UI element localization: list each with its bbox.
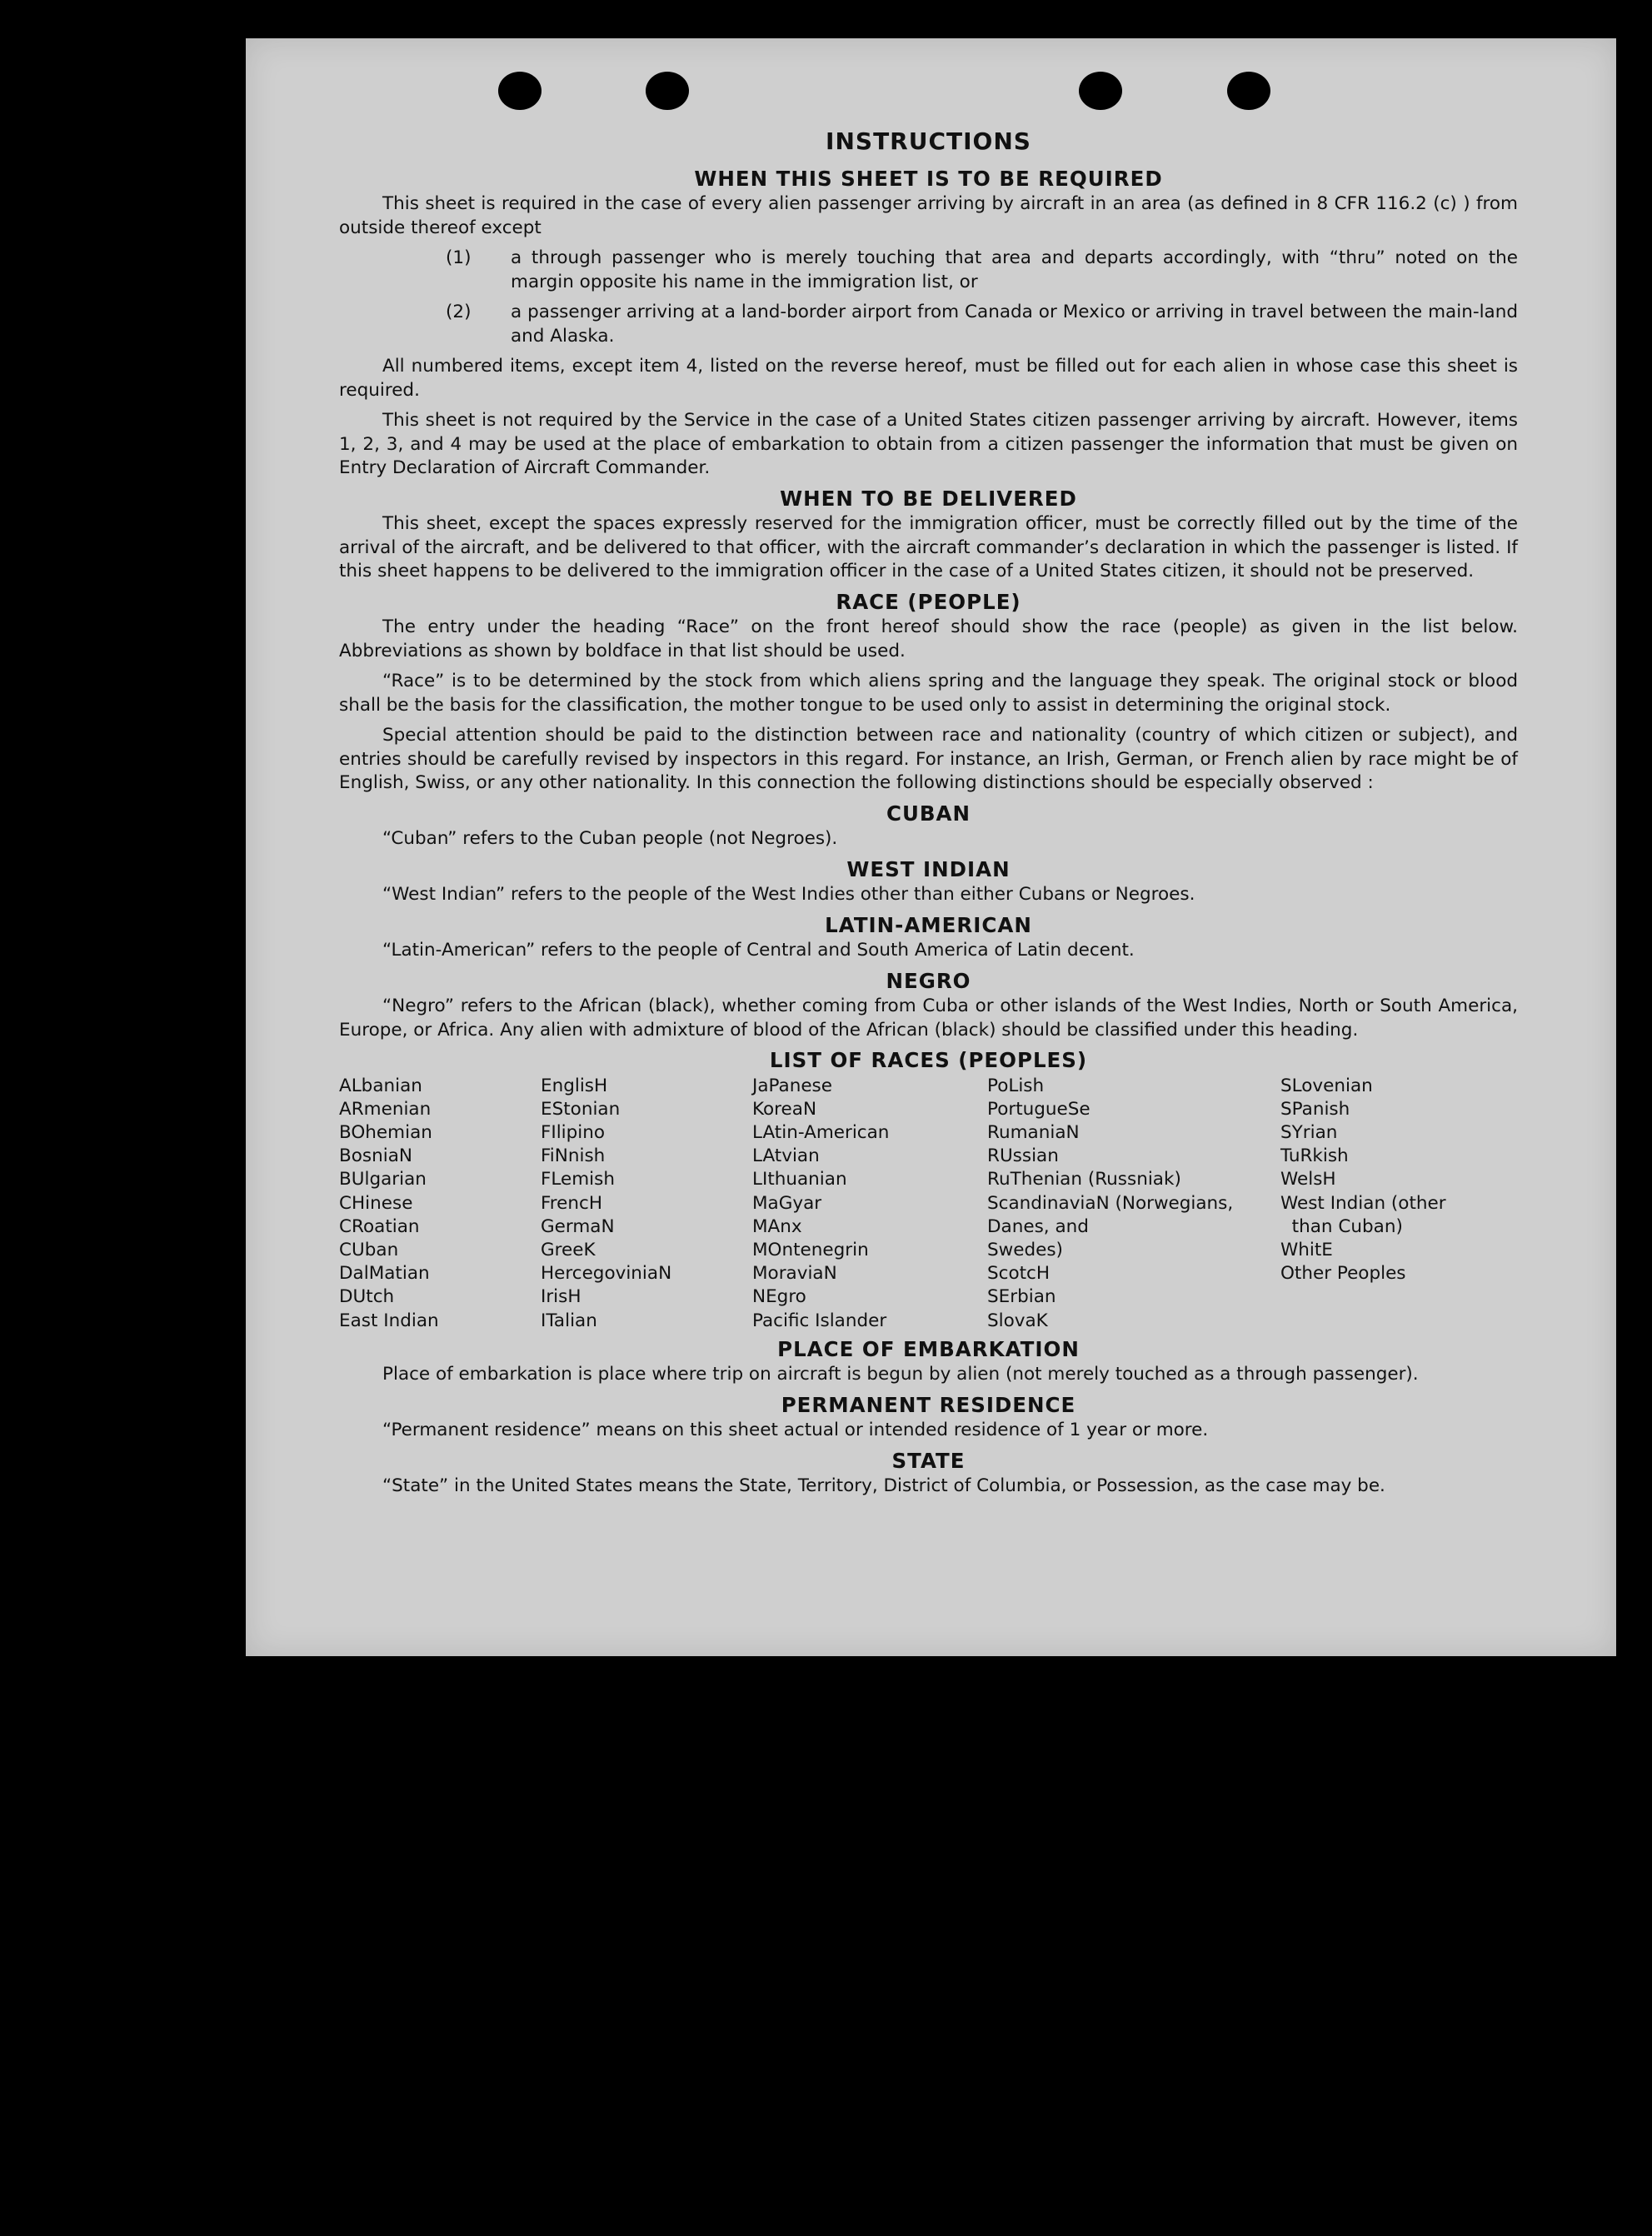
races-list — [339, 1075, 1518, 1333]
paragraph: All numbered items, except item 4, listed on the reverse hereof, must be filled out for each alien in whose case this sheet is required. — [339, 356, 1518, 401]
race-entry: GreeK — [541, 1239, 596, 1260]
race-entry: MoraviaN — [752, 1263, 837, 1285]
race-entry: MOntenegrin — [752, 1239, 869, 1260]
race-entry: NEgro — [752, 1286, 806, 1308]
paragraph: Place of embarkation is place where trip on aircraft is begun by alien (not merely touched as a through passenger). — [382, 1364, 1419, 1385]
race-entry: JaPanese — [752, 1075, 832, 1096]
race-entry: SPanish — [1280, 1098, 1350, 1120]
race-entry: SErbian — [987, 1286, 1056, 1308]
race-entry: SLovenian — [1280, 1075, 1373, 1096]
section-heading: WEST INDIAN — [846, 856, 1011, 881]
section-heading: RACE (PEOPLE) — [836, 589, 1021, 614]
race-entry: DUtch — [339, 1286, 395, 1308]
race-entry: Danes, and — [987, 1215, 1089, 1237]
item-text: a passenger arriving at a land-border airport from Canada or Mexico or arriving in travel between the main-land and Alaska. — [511, 302, 1518, 347]
race-entry: KoreaN — [752, 1098, 817, 1120]
section-heading: LIST OF RACES (PEOPLES) — [769, 1048, 1088, 1072]
race-entry: LAtvian — [752, 1145, 820, 1167]
race-entry: RUssian — [987, 1145, 1059, 1167]
race-entry: GermaN — [541, 1215, 615, 1237]
section-heading: WHEN THIS SHEET IS TO BE REQUIRED — [694, 166, 1163, 191]
paragraph: “Latin-American” refers to the people of Central and South America of Latin decent. — [382, 940, 1135, 961]
race-entry: DalMatian — [339, 1263, 430, 1285]
race-entry: FrencH — [541, 1192, 603, 1214]
item-number: (2) — [446, 302, 472, 322]
section-heading: NEGRO — [886, 968, 971, 993]
race-entry: CUban — [339, 1239, 399, 1260]
exception-list — [339, 247, 1518, 348]
section-heading: STATE — [891, 1448, 966, 1473]
race-entry: than Cuban) — [1280, 1215, 1403, 1237]
race-entry: HercegoviniaN — [541, 1263, 672, 1285]
race-entry: LIthuanian — [752, 1169, 847, 1190]
race-entry: WhitE — [1280, 1239, 1333, 1260]
punch-hole — [1227, 72, 1270, 110]
race-entry: ScotcH — [987, 1263, 1051, 1285]
race-entry: ARmenian — [339, 1098, 432, 1120]
paragraph: This sheet is required in the case of every alien passenger arriving by aircraft in an area (as defined in 8 CFR 116.2 (c) ) from outside thereof except — [339, 193, 1518, 238]
race-entry: LAtin-American — [752, 1121, 890, 1143]
races-column — [541, 1075, 752, 1333]
race-entry: RuThenian (Russniak) — [987, 1169, 1181, 1190]
race-entry: BUlgarian — [339, 1169, 427, 1190]
race-entry: BosniaN — [339, 1145, 412, 1167]
race-entry: EStonian — [541, 1098, 621, 1120]
section-heading: LATIN-AMERICAN — [825, 912, 1032, 937]
race-entry: SYrian — [1280, 1121, 1338, 1143]
race-entry: East Indian — [339, 1310, 439, 1331]
punch-hole — [498, 72, 542, 110]
race-entry: West Indian (other — [1280, 1192, 1446, 1214]
race-entry: CRoatian — [339, 1215, 420, 1237]
paragraph: “Race” is to be determined by the stock from which aliens spring and the language they speak. The original stock or blood shall be the basis for the classification, the mother tongue to be used only to assist in determining the original stock. — [339, 671, 1518, 716]
races-column — [1280, 1075, 1518, 1333]
item-text: a through passenger who is merely touching that area and departs accordingly, with “thru” noted on the margin opposite his name in the immigration list, or — [511, 247, 1518, 292]
race-entry: MaGyar — [752, 1192, 822, 1214]
race-entry: BOhemian — [339, 1121, 432, 1143]
race-entry: PoLish — [987, 1075, 1045, 1096]
race-entry: TuRkish — [1280, 1145, 1349, 1167]
race-entry: ALbanian — [339, 1075, 422, 1096]
paragraph: “Cuban” refers to the Cuban people (not Negroes). — [382, 828, 838, 849]
item-number: (1) — [446, 247, 472, 268]
race-entry: Pacific Islander — [752, 1310, 887, 1331]
race-entry: FLemish — [541, 1169, 615, 1190]
list-item — [339, 301, 1518, 348]
race-entry: FiNnish — [541, 1145, 606, 1167]
paragraph: “State” in the United States means the State, Territory, District of Columbia, or Possession, as the case may be. — [382, 1475, 1385, 1497]
paragraph: The entry under the heading “Race” on the front hereof should show the race (people) as given in the list below. Abbreviations as shown by boldface in that list should be used. — [339, 616, 1518, 661]
instructions-content — [339, 127, 1518, 1505]
race-entry: WelsH — [1280, 1169, 1336, 1190]
paragraph: “Negro” refers to the African (black), whether coming from Cuba or other islands of the West Indies, North or South America, Europe, or Africa. Any alien with admixture of blood of the African (black) should be classified under this heading. — [339, 996, 1518, 1041]
races-column — [752, 1075, 987, 1333]
paragraph: This sheet is not required by the Service in the case of a United States citizen passenger arriving by aircraft. However, items 1, 2, 3, and 4 may be used at the place of embarkation to obtain from a citizen passenger the information that must be given on Entry Declaration of Aircraft Commander. — [339, 410, 1518, 478]
punch-hole — [646, 72, 689, 110]
race-entry: FIlipino — [541, 1121, 606, 1143]
race-entry: MAnx — [752, 1215, 802, 1237]
races-column — [339, 1075, 541, 1333]
race-entry: ScandinaviaN (Norwegians, — [987, 1192, 1234, 1214]
race-entry: CHinese — [339, 1192, 413, 1214]
section-heading: PLACE OF EMBARKATION — [777, 1336, 1080, 1361]
race-entry: IrisH — [541, 1286, 581, 1308]
race-entry: RumaniaN — [987, 1121, 1080, 1143]
section-heading: PERMANENT RESIDENCE — [781, 1392, 1076, 1417]
document-sheet — [246, 38, 1616, 1656]
paragraph: Special attention should be paid to the distinction between race and nationality (country of which citizen or subject), and entries should be carefully revised by inspectors in this regard. For instance, an Irish, German, or French alien by race might be of English, Swiss, or any other nationality. In this connection the following distinctions should be especially observed : — [339, 725, 1518, 793]
section-heading: CUBAN — [886, 801, 971, 826]
list-item — [339, 247, 1518, 294]
paragraph: “West Indian” refers to the people of the West Indies other than either Cubans or Negroes. — [382, 884, 1195, 905]
punch-hole — [1079, 72, 1122, 110]
paragraph: “Permanent residence” means on this sheet actual or intended residence of 1 year or more. — [382, 1420, 1209, 1441]
race-entry: SlovaK — [987, 1310, 1048, 1331]
races-column — [987, 1075, 1280, 1333]
race-entry: ITalian — [541, 1310, 597, 1331]
paragraph: This sheet, except the spaces expressly reserved for the immigration officer, must be correctly filled out by the time of the arrival of the aircraft, and be delivered to that officer, with the aircraft commander’s declaration in which the passenger is listed. If this sheet happens to be delivered to the immigration officer in the case of a United States citizen, it should not be preserved. — [339, 513, 1518, 581]
race-entry: PortugueSe — [987, 1098, 1091, 1120]
race-entry: Swedes) — [987, 1239, 1063, 1260]
document-title: INSTRUCTIONS — [826, 127, 1031, 155]
section-heading: WHEN TO BE DELIVERED — [780, 486, 1077, 511]
race-entry: EnglisH — [541, 1075, 608, 1096]
race-entry: Other Peoples — [1280, 1263, 1406, 1285]
